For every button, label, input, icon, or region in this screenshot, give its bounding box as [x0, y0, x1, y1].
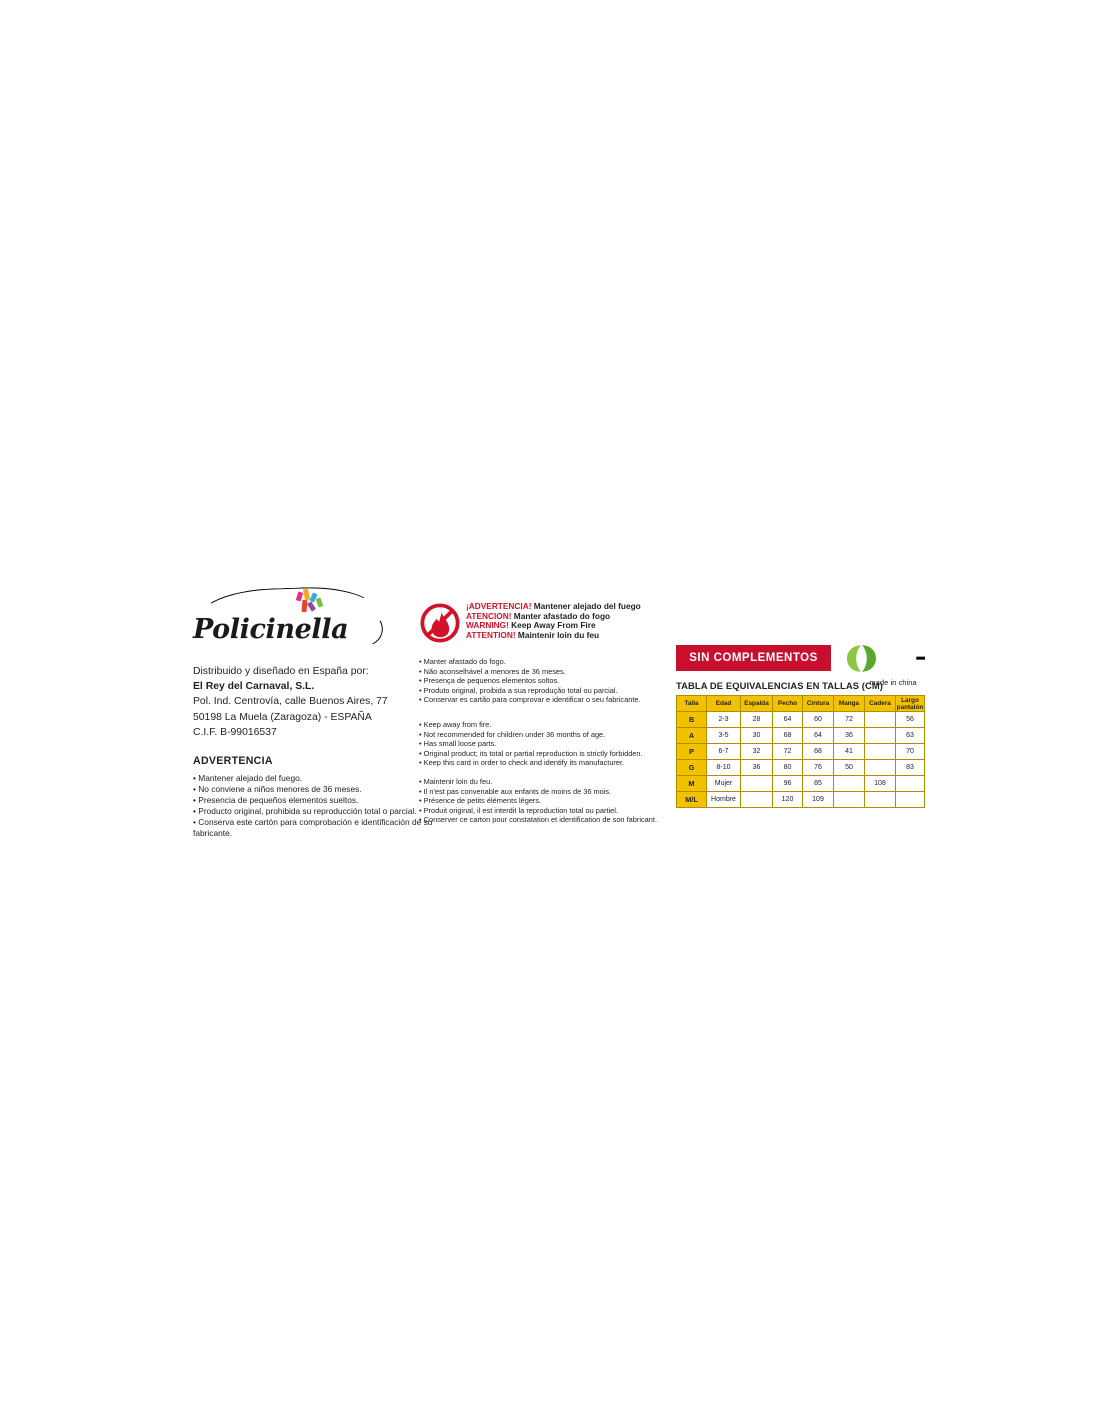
warning-header [419, 602, 659, 648]
ce-mark-icon [889, 644, 929, 674]
list-item: • Keep this card in order to check and identify its manufacturer. [419, 758, 625, 768]
column-header: Cintura [803, 696, 834, 712]
green-dot-icon [845, 642, 878, 675]
list-item: • Conservar es cartão para comprovar e identificar o seu fabricante. [419, 695, 641, 705]
multilingual-warning-section [419, 601, 659, 825]
cell-size: M/L [677, 792, 707, 808]
cell: 63 [896, 728, 925, 744]
cell: 83 [896, 760, 925, 776]
list-item: • Has small loose parts. [419, 739, 497, 749]
list-item: • Not recommended for children under 36 months of age. [419, 729, 606, 739]
no-fire-icon [419, 602, 461, 644]
cell [741, 792, 773, 808]
list-item: • Conserver ce carton pour constatation et identification de son fabricant. [419, 815, 657, 825]
certification-marks [845, 640, 945, 696]
cell-size: P [677, 744, 707, 760]
column-header: Edad [707, 696, 741, 712]
list-item: • Producto original, prohibida su reproducción total o parcial. [193, 806, 417, 817]
list-item: • Manter afastado do fogo. [419, 657, 506, 666]
warning-line-pt: ATENCION! Manter afastado do fogo [466, 610, 611, 621]
status-badge: SIN COMPLEMENTOS [676, 645, 831, 671]
cell [865, 728, 896, 744]
distributor-intro: Distribuido y diseñado en España por: [193, 666, 369, 677]
list-item: • Il n'est pas convenable aux enfants de moins de 36 mois. [419, 786, 612, 796]
warning-line-en: WARNING! Keep Away From Fire [466, 620, 596, 631]
table-row [677, 760, 925, 776]
list-item: • Produto original, proibida a sua reprodução total ou parcial. [419, 685, 618, 695]
cell: 41 [834, 744, 865, 760]
size-table-title: TABLA DE EQUIVALENCIAS EN TALLAS (CM) [676, 680, 883, 691]
distributor-address-line2: 50198 La Muela (Zaragoza) - ESPAÑA [193, 711, 372, 723]
cell: 6-7 [707, 744, 741, 760]
cell [896, 792, 925, 808]
cell: 109 [803, 792, 834, 808]
list-item: • Produit original, il est interdit la reproduction total ou partiel. [419, 805, 618, 815]
cell-size: G [677, 760, 707, 776]
table-header-row [677, 696, 925, 712]
cell: Mujer [707, 776, 741, 792]
list-item: • Maintenir loin du feu. [419, 777, 493, 786]
cell [834, 792, 865, 808]
cell: 64 [773, 712, 803, 728]
cell: 120 [773, 792, 803, 808]
list-item: • Não aconselhável a menores de 36 meses. [419, 666, 566, 676]
list-item: • Présence de petits éléments légers. [419, 796, 542, 806]
warning-languages [466, 602, 641, 640]
cell: 56 [896, 712, 925, 728]
table-row [677, 728, 925, 744]
table-row [677, 776, 925, 792]
list-item: • No conviene a niños menores de 36 meses. [193, 784, 362, 795]
cell: 72 [834, 712, 865, 728]
cell [896, 776, 925, 792]
list-item: • Keep away from fire. [419, 720, 492, 729]
list-item: • Original product; its total or partial reproduction is strictly forbidden. [419, 748, 643, 758]
column-header: Cadera [865, 696, 896, 712]
warning-line-es: ¡ADVERTENCIA! Mantener alejado del fuego [466, 601, 641, 611]
cell: 68 [803, 744, 834, 760]
table-row [677, 744, 925, 760]
cell: 30 [741, 728, 773, 744]
size-table [676, 695, 925, 808]
policinella-logo [193, 588, 393, 660]
cell: 68 [773, 728, 803, 744]
distributor-address [193, 664, 438, 740]
advertencia-list [193, 773, 438, 839]
cell: 2-3 [707, 712, 741, 728]
cell: 32 [741, 744, 773, 760]
cell: 96 [773, 776, 803, 792]
cell: 36 [741, 760, 773, 776]
cell: 28 [741, 712, 773, 728]
confetti-icon [301, 600, 307, 612]
cell: 50 [834, 760, 865, 776]
advertencia-heading: ADVERTENCIA [193, 755, 273, 768]
cell: 3-5 [707, 728, 741, 744]
list-item: • Presença de pequenos elementos soltos. [419, 676, 560, 686]
cell: 8-10 [707, 760, 741, 776]
column-header: Largo pantalón [896, 696, 924, 711]
warning-list-pt [419, 657, 659, 705]
distributor-company: El Rey del Carnaval, S.L. [193, 681, 315, 693]
distributor-cif: C.I.F. B-99016537 [193, 726, 277, 738]
logo-wordmark: Policinella [193, 614, 349, 645]
warning-list-fr [419, 777, 659, 825]
cell: 70 [896, 744, 925, 760]
cell: Hombre [707, 792, 741, 808]
cell: 76 [803, 760, 834, 776]
cell: 80 [773, 760, 803, 776]
list-item: • Conserva este cartón para comprobación e identificación de su fabricante. [193, 817, 433, 839]
cell [834, 776, 865, 792]
column-header: Espalda [741, 696, 773, 712]
distributor-section [193, 588, 438, 839]
warning-list-en [419, 720, 659, 768]
cell: 85 [803, 776, 834, 792]
cell-size: M [677, 776, 707, 792]
list-item: • Mantener alejado del fuego. [193, 773, 303, 784]
made-in-label: made in china [869, 678, 917, 687]
cell-size: B [677, 712, 707, 728]
cell: 108 [865, 776, 896, 792]
cell [865, 760, 896, 776]
cell [741, 776, 773, 792]
cell [865, 744, 896, 760]
distributor-address-line1: Pol. Ind. Centrovía, calle Buenos Aires, 77 [193, 696, 388, 708]
cell [865, 712, 896, 728]
cell: 36 [834, 728, 865, 744]
cell: 64 [803, 728, 834, 744]
cell-size: A [677, 728, 707, 744]
table-row [677, 792, 925, 808]
list-item: • Presencia de pequeños elementos sueltos. [193, 795, 359, 806]
cell [865, 792, 896, 808]
table-row [677, 712, 925, 728]
column-header: Manga [834, 696, 865, 712]
cell: 72 [773, 744, 803, 760]
column-header: Talla [677, 696, 707, 712]
cell: 60 [803, 712, 834, 728]
column-header: Pecho [773, 696, 803, 712]
warning-line-fr: ATTENTION! Maintenir loin du feu [466, 629, 600, 640]
